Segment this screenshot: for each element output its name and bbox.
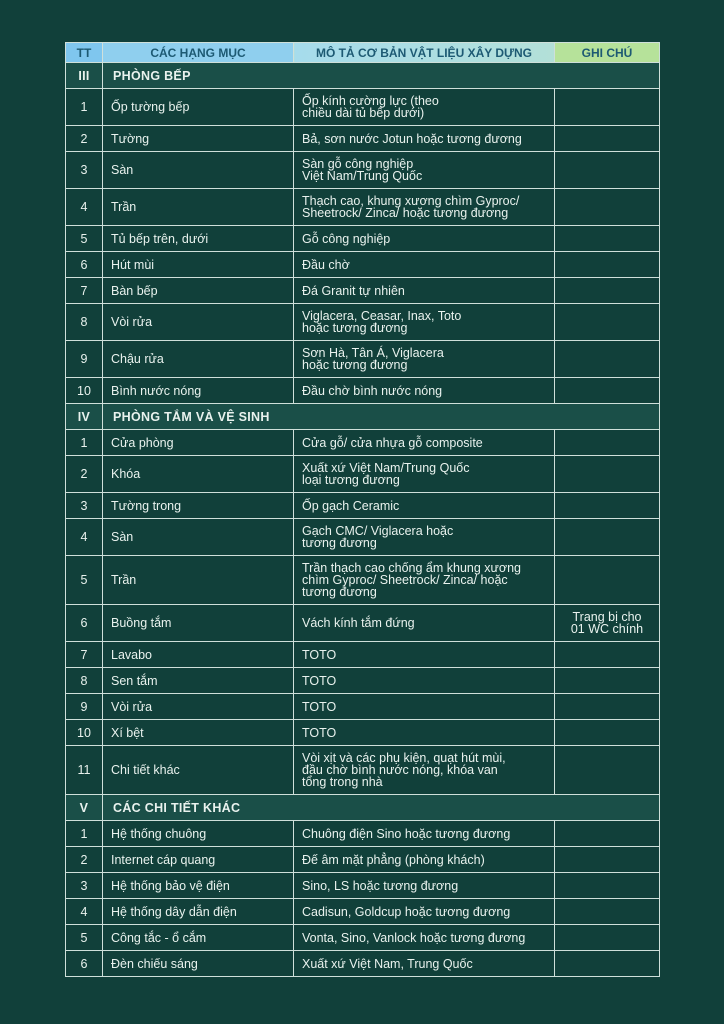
row-description <box>294 746 555 795</box>
description-line: hoặc tương đương <box>302 321 408 335</box>
row-number: 9 <box>66 694 103 720</box>
table-row <box>66 694 660 720</box>
row-number: 7 <box>66 642 103 668</box>
description-line: Sino, LS hoặc tương đương <box>302 878 459 893</box>
row-note <box>555 821 660 847</box>
row-note <box>555 252 660 278</box>
description-line: tổng trong nhà <box>302 775 383 789</box>
row-item: Đèn chiếu sáng <box>103 951 294 977</box>
row-description <box>294 304 555 341</box>
row-description <box>294 720 555 746</box>
row-item: Hệ thống chuông <box>103 821 294 847</box>
row-item: Lavabo <box>103 642 294 668</box>
row-number: 8 <box>66 668 103 694</box>
section-title: CÁC CHI TIẾT KHÁC <box>103 795 660 821</box>
description-line: chìm Gyproc/ Sheetrock/ Zinca/ hoặc <box>302 573 508 587</box>
row-number: 11 <box>66 746 103 795</box>
description-line: TOTO <box>302 699 337 714</box>
table-row <box>66 126 660 152</box>
row-item: Bàn bếp <box>103 278 294 304</box>
row-number: 6 <box>66 605 103 642</box>
row-note <box>555 456 660 493</box>
row-note <box>555 152 660 189</box>
row-number: 4 <box>66 899 103 925</box>
table-row <box>66 899 660 925</box>
table-row <box>66 873 660 899</box>
row-description <box>294 278 555 304</box>
description-line: TOTO <box>302 673 337 688</box>
row-description <box>294 378 555 404</box>
description-line: Sàn gỗ công nghiệp <box>302 157 414 171</box>
table-row <box>66 226 660 252</box>
table-row <box>66 519 660 556</box>
table-row <box>66 304 660 341</box>
row-description <box>294 430 555 456</box>
description-line: Bả, sơn nước Jotun hoặc tương đương <box>302 131 522 146</box>
section-header-row <box>66 404 660 430</box>
row-number: 3 <box>66 152 103 189</box>
description-line: Vòi xịt và các phụ kiện, quạt hút mùi, <box>302 751 506 765</box>
row-description <box>294 126 555 152</box>
row-number: 3 <box>66 493 103 519</box>
description-line: Gạch CMC/ Viglacera hoặc <box>302 524 454 538</box>
section-header-row <box>66 795 660 821</box>
row-note <box>555 847 660 873</box>
description-line: Xuất xứ Việt Nam, Trung Quốc <box>302 956 473 971</box>
row-description <box>294 519 555 556</box>
row-number: 4 <box>66 189 103 226</box>
row-description <box>294 642 555 668</box>
row-note <box>555 556 660 605</box>
description-line: tương đương <box>302 536 377 550</box>
row-number: 10 <box>66 378 103 404</box>
row-item: Xí bệt <box>103 720 294 746</box>
section-title: PHÒNG TẮM VÀ VỆ SINH <box>103 404 660 430</box>
row-item: Trần <box>103 556 294 605</box>
header-description: MÔ TẢ CƠ BẢN VẬT LIỆU XÂY DỰNG <box>294 43 555 63</box>
row-number: 7 <box>66 278 103 304</box>
description-line: Đá Granit tự nhiên <box>302 283 405 298</box>
table-row <box>66 252 660 278</box>
row-note <box>555 226 660 252</box>
header-note: GHI CHÚ <box>555 43 660 63</box>
row-description <box>294 668 555 694</box>
row-item: Internet cáp quang <box>103 847 294 873</box>
row-description <box>294 899 555 925</box>
row-item: Chậu rửa <box>103 341 294 378</box>
row-number: 2 <box>66 847 103 873</box>
row-item: Khóa <box>103 456 294 493</box>
table-row <box>66 821 660 847</box>
row-description <box>294 847 555 873</box>
table-row <box>66 430 660 456</box>
row-item: Hút mùi <box>103 252 294 278</box>
row-number: 9 <box>66 341 103 378</box>
description-line: Vonta, Sino, Vanlock hoặc tương đương <box>302 930 526 945</box>
table-row <box>66 556 660 605</box>
description-line: Ốp gạch Ceramic <box>302 498 400 513</box>
row-note <box>555 126 660 152</box>
row-number: 1 <box>66 821 103 847</box>
row-number: 10 <box>66 720 103 746</box>
section-number: V <box>66 795 103 821</box>
header-tt: TT <box>66 43 103 63</box>
section-header-row <box>66 63 660 89</box>
description-line: Gỗ công nghiệp <box>302 231 391 246</box>
description-line: tương đương <box>302 585 377 599</box>
description-line: Thạch cao, khung xương chìm Gyproc/ <box>302 194 520 208</box>
row-description <box>294 189 555 226</box>
row-note <box>555 278 660 304</box>
table-row <box>66 668 660 694</box>
row-item: Sàn <box>103 152 294 189</box>
description-line: đầu chờ bình nước nóng, khóa van <box>302 763 498 777</box>
table-row <box>66 189 660 226</box>
row-note <box>555 694 660 720</box>
row-description <box>294 556 555 605</box>
header-item: CÁC HẠNG MỤC <box>103 43 294 63</box>
row-note <box>555 341 660 378</box>
description-line: Đầu chờ <box>302 257 350 272</box>
row-number: 5 <box>66 556 103 605</box>
row-note <box>555 189 660 226</box>
description-line: Cadisun, Goldcup hoặc tương đương <box>302 904 511 919</box>
row-description <box>294 89 555 126</box>
row-note <box>555 304 660 341</box>
row-description <box>294 152 555 189</box>
row-number: 4 <box>66 519 103 556</box>
row-item: Ốp tường bếp <box>103 89 294 126</box>
description-line: Đế âm mặt phẳng (phòng khách) <box>302 852 485 867</box>
row-note <box>555 493 660 519</box>
table-row <box>66 89 660 126</box>
row-item: Sen tắm <box>103 668 294 694</box>
row-note <box>555 746 660 795</box>
row-note <box>555 899 660 925</box>
row-note <box>555 378 660 404</box>
row-description <box>294 493 555 519</box>
row-number: 1 <box>66 89 103 126</box>
materials-spec-table <box>65 42 660 977</box>
row-item: Cửa phòng <box>103 430 294 456</box>
description-line: Sheetrock/ Zinca/ hoặc tương đương <box>302 206 509 220</box>
row-item: Buồng tắm <box>103 605 294 642</box>
description-line: hoặc tương đương <box>302 358 408 372</box>
row-description <box>294 226 555 252</box>
description-line: Xuất xứ Việt Nam/Trung Quốc <box>302 461 470 475</box>
row-number: 5 <box>66 226 103 252</box>
row-item: Công tắc - ổ cắm <box>103 925 294 951</box>
row-note <box>555 668 660 694</box>
row-item: Tường trong <box>103 493 294 519</box>
description-line: Ốp kính cường lực (theo <box>302 94 439 108</box>
row-number: 6 <box>66 252 103 278</box>
row-item: Hệ thống bảo vệ điện <box>103 873 294 899</box>
row-number: 8 <box>66 304 103 341</box>
row-description <box>294 873 555 899</box>
row-item: Chi tiết khác <box>103 746 294 795</box>
row-item: Tường <box>103 126 294 152</box>
description-line: Việt Nam/Trung Quốc <box>302 169 423 183</box>
row-description <box>294 694 555 720</box>
row-note <box>555 642 660 668</box>
table-row <box>66 493 660 519</box>
row-number: 2 <box>66 456 103 493</box>
section-number: IV <box>66 404 103 430</box>
row-description <box>294 925 555 951</box>
row-description <box>294 341 555 378</box>
row-number: 3 <box>66 873 103 899</box>
row-note <box>555 89 660 126</box>
row-number: 2 <box>66 126 103 152</box>
description-line: Sơn Hà, Tân Á, Viglacera <box>302 346 444 360</box>
description-line: Chuông điện Sino hoặc tương đương <box>302 826 511 841</box>
row-note <box>555 925 660 951</box>
row-item: Sàn <box>103 519 294 556</box>
row-number: 1 <box>66 430 103 456</box>
table-row <box>66 378 660 404</box>
description-line: Đầu chờ bình nước nóng <box>302 383 443 398</box>
table-row <box>66 746 660 795</box>
description-line: TOTO <box>302 647 337 662</box>
row-note <box>555 873 660 899</box>
row-item: Vòi rửa <box>103 694 294 720</box>
description-line: TOTO <box>302 725 337 740</box>
row-item: Tủ bếp trên, dưới <box>103 226 294 252</box>
row-item: Hệ thống dây dẫn điện <box>103 899 294 925</box>
table-row <box>66 951 660 977</box>
row-description <box>294 821 555 847</box>
table-row <box>66 720 660 746</box>
description-line: Cửa gỗ/ cửa nhựa gỗ composite <box>302 435 483 450</box>
table-row <box>66 278 660 304</box>
row-note <box>555 720 660 746</box>
note-line: 01 WC chính <box>570 622 644 636</box>
section-title: PHÒNG BẾP <box>103 63 660 89</box>
row-description <box>294 605 555 642</box>
description-line: Viglacera, Ceasar, Inax, Toto <box>302 309 462 323</box>
note-line: Trang bị cho <box>572 610 642 624</box>
table-body <box>66 63 660 977</box>
description-line: Vách kính tắm đứng <box>302 616 415 630</box>
table-row <box>66 925 660 951</box>
row-number: 5 <box>66 925 103 951</box>
row-note <box>555 605 660 642</box>
row-description <box>294 456 555 493</box>
row-item: Trần <box>103 189 294 226</box>
row-number: 6 <box>66 951 103 977</box>
description-line: loại tương đương <box>302 473 400 487</box>
row-item: Bình nước nóng <box>103 378 294 404</box>
table-header-row <box>66 43 660 63</box>
row-item: Vòi rửa <box>103 304 294 341</box>
table-row <box>66 456 660 493</box>
row-note <box>555 519 660 556</box>
description-line: chiều dài tủ bếp dưới) <box>302 106 425 120</box>
table-row <box>66 847 660 873</box>
row-note <box>555 430 660 456</box>
table-row <box>66 341 660 378</box>
row-note <box>555 951 660 977</box>
table-row <box>66 605 660 642</box>
row-description <box>294 951 555 977</box>
row-description <box>294 252 555 278</box>
table-row <box>66 152 660 189</box>
section-number: III <box>66 63 103 89</box>
description-line: Trần thạch cao chống ẩm khung xương <box>302 561 522 575</box>
table-row <box>66 642 660 668</box>
